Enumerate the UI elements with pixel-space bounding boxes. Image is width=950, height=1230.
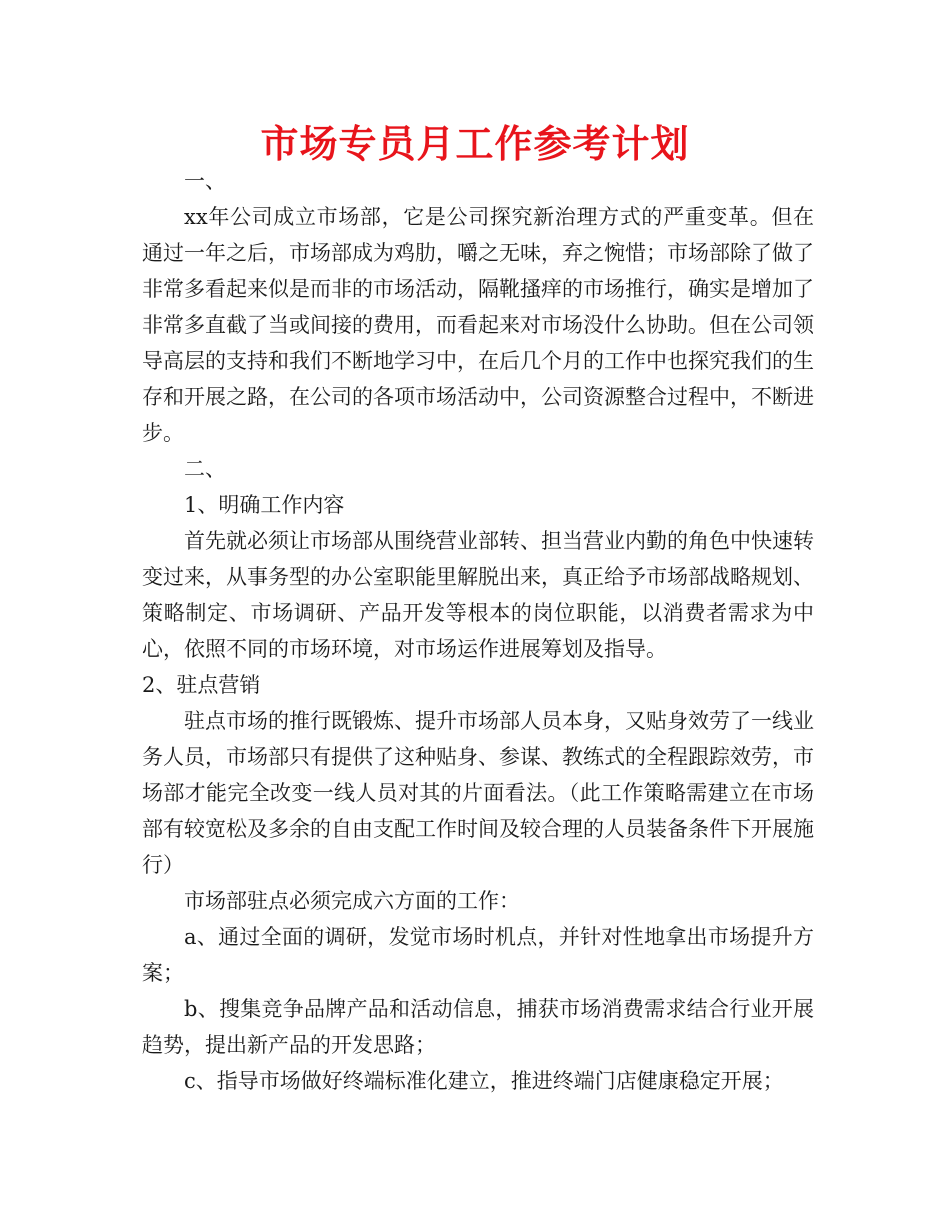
paragraph: c、指导市场做好终端标准化建立，推进终端门店健康稳定开展； xyxy=(184,1069,784,1093)
paragraph: 驻点市场的推行既锻炼、提升市场部人员本身，又贴身效劳了一线业务人员，市场部只有提供了这种贴身、参谋、教练式的全程跟踪效劳，市场部才能完全改变一线人员对其的片面看法。（此工作策略需建立在市场部有较宽松及多余的自由支配工作时间及较合理的人员装备条件下开展施行） xyxy=(142,709,814,877)
document-title: 市场专员月工作参考计划 xyxy=(260,122,690,166)
paragraph: 一、 xyxy=(184,169,226,193)
paragraph: 二、 xyxy=(184,457,226,481)
paragraph: 市场部驻点必须完成六方面的工作： xyxy=(184,889,520,913)
paragraph: b、搜集竞争品牌产品和活动信息，捕获市场消费需求结合行业开展趋势，提出新产品的开发思路； xyxy=(142,997,814,1057)
paragraph: xx年公司成立市场部，它是公司探究新治理方式的严重变革。但在通过一年之后，市场部成为鸡肋，嚼之无味，弃之惋惜；市场部除了做了非常多看起来似是而非的市场活动，隔靴搔痒的市场推行，确实是增加了非常多直截了当或间接的费用，而看起来对市场没什么协助。但在公司领导高层的支持和我们不断地学习中，在后几个月的工作中也探究我们的生存和开展之路，在公司的各项市场活动中，公司资源整合过程中，不断进步。 xyxy=(142,205,814,445)
document-body xyxy=(142,163,814,1099)
paragraph: 1、明确工作内容 xyxy=(184,493,345,517)
paragraph: 2、驻点营销 xyxy=(142,673,261,697)
paragraph: a、通过全面的调研，发觉市场时机点，并针对性地拿出市场提升方案； xyxy=(142,925,814,985)
paragraph: 首先就必须让市场部从围绕营业部转、担当营业内勤的角色中快速转变过来，从事务型的办公室职能里解脱出来，真正给予市场部战略规划、策略制定、市场调研、产品开发等根本的岗位职能，以消费者需求为中心，依照不同的市场环境，对市场运作进展筹划及指导。 xyxy=(142,529,814,661)
